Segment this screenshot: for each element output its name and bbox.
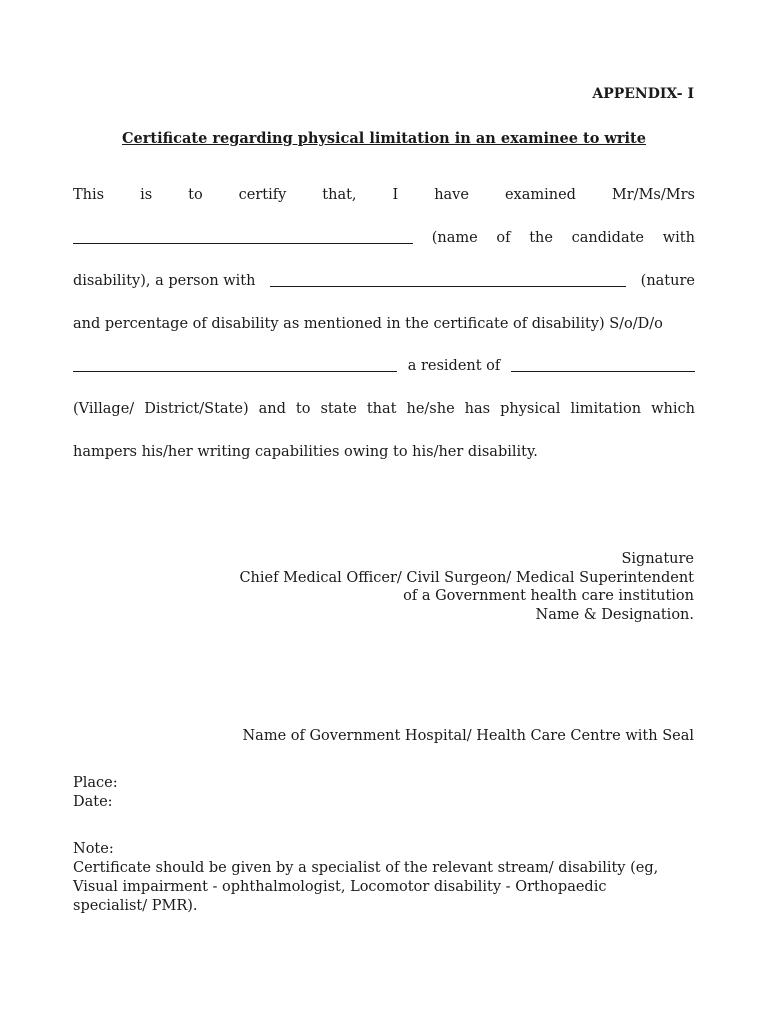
word: which bbox=[651, 401, 695, 417]
line-text: (nature bbox=[640, 273, 695, 289]
word: limitation bbox=[570, 401, 642, 417]
place-date-block bbox=[73, 774, 118, 812]
appendix-label: APPENDIX- I bbox=[592, 86, 694, 102]
word: candidate bbox=[571, 230, 645, 246]
candidate-name-blank[interactable] bbox=[73, 229, 413, 244]
word: physical bbox=[500, 401, 561, 417]
word: he/she bbox=[406, 401, 455, 417]
note-line-1: Certificate should be given by a specialist of the relevant stream/ disability (eg, bbox=[73, 860, 659, 876]
word: to bbox=[188, 187, 203, 203]
place-label: Place: bbox=[73, 775, 118, 791]
word: to bbox=[295, 401, 311, 417]
word: have bbox=[434, 187, 469, 203]
word: and bbox=[258, 401, 286, 417]
line-text: hampers his/her writing capabilities owing to his/her disability. bbox=[73, 444, 538, 460]
word: certify bbox=[238, 187, 287, 203]
signature-block bbox=[239, 550, 694, 624]
line-text: and percentage of disability as mentioned in the certificate of disability) S/o/D/o bbox=[73, 316, 663, 332]
word: the bbox=[529, 230, 553, 246]
note-line-3: specialist/ PMR). bbox=[73, 898, 198, 914]
name-designation-label: Name & Designation. bbox=[535, 606, 694, 623]
word: that, bbox=[322, 187, 357, 203]
note-block bbox=[73, 840, 695, 916]
body-line-6 bbox=[73, 400, 695, 418]
hospital-seal-label: Name of Government Hospital/ Health Care Centre with Seal bbox=[242, 728, 694, 744]
line-text: disability), a person with bbox=[73, 273, 256, 289]
word: examined bbox=[504, 187, 576, 203]
body-line-7 bbox=[73, 443, 695, 461]
word: has bbox=[464, 401, 491, 417]
note-heading: Note: bbox=[73, 841, 114, 857]
signature-label: Signature bbox=[621, 551, 694, 567]
word: of bbox=[496, 230, 511, 246]
body-line-5 bbox=[73, 357, 695, 375]
disability-nature-blank[interactable] bbox=[270, 272, 626, 287]
document-title: Certificate regarding physical limitation in an examinee to write bbox=[122, 130, 646, 147]
word: state bbox=[320, 401, 357, 417]
body-line-3 bbox=[73, 272, 695, 290]
institution-label: of a Government health care institution bbox=[403, 588, 694, 605]
word: District/State) bbox=[144, 401, 249, 417]
body-line-4 bbox=[73, 315, 695, 333]
word: This bbox=[73, 187, 105, 203]
line-text: a resident of bbox=[407, 358, 501, 374]
note-line-2: Visual impairment - ophthalmologist, Locomotor disability - Orthopaedic bbox=[73, 879, 607, 895]
word: with bbox=[662, 230, 695, 246]
date-label: Date: bbox=[73, 794, 113, 810]
officer-title: Chief Medical Officer/ Civil Surgeon/ Medical Superintendent bbox=[239, 569, 694, 586]
word: (name bbox=[431, 230, 478, 246]
word: that bbox=[366, 401, 397, 417]
body-line-1 bbox=[73, 186, 695, 204]
word: Mr/Ms/Mrs bbox=[611, 187, 695, 203]
word: is bbox=[140, 187, 153, 203]
parent-name-blank[interactable] bbox=[73, 357, 397, 372]
body-line-2 bbox=[73, 229, 695, 247]
word: I bbox=[392, 187, 399, 203]
residence-blank[interactable] bbox=[511, 357, 695, 372]
word: (Village/ bbox=[73, 401, 135, 417]
